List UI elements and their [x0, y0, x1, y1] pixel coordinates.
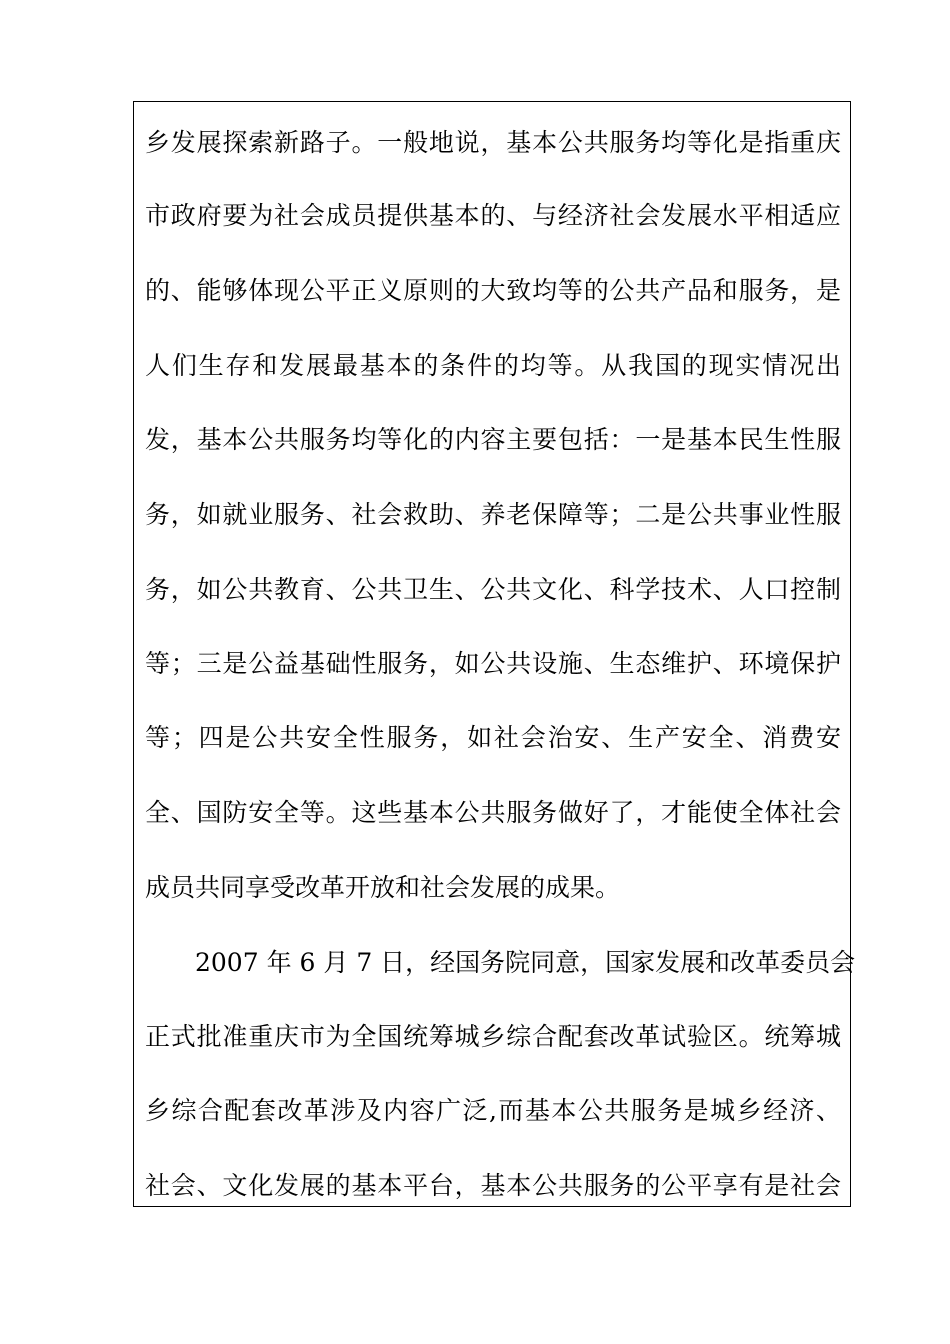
text-line: 正式批准重庆市为全国统筹城乡综合配套改革试验区。统筹城 [145, 1022, 841, 1051]
document-frame [133, 101, 856, 1207]
text-line: 成员共同享受改革开放和社会发展的成果。 [145, 873, 621, 902]
text-line: 务，如就业服务、社会救助、养老保障等；二是公共事业性服 [145, 500, 841, 529]
text-line: 全、国防安全等。这些基本公共服务做好了，才能使全体社会 [145, 798, 841, 827]
text-line: 市政府要为社会成员提供基本的、与经济社会发展水平相适应 [145, 201, 841, 230]
text-line: 2007 年 6 月 7 日，经国务院同意，国家发展和改革委员会 [145, 948, 856, 977]
text-line: 乡发展探索新路子。一般地说，基本公共服务均等化是指重庆 [145, 128, 841, 157]
text-line: 发，基本公共服务均等化的内容主要包括：一是基本民生性服 [145, 425, 841, 454]
text-line: 务，如公共教育、公共卫生、公共文化、科学技术、人口控制 [145, 575, 841, 604]
text-line: 等；四是公共安全性服务，如社会治安、生产安全、消费安 [145, 723, 841, 752]
text-line: 等；三是公益基础性服务，如公共设施、生态维护、环境保护 [145, 649, 841, 678]
text-line: 乡综合配套改革涉及内容广泛,而基本公共服务是城乡经济、 [145, 1096, 841, 1125]
text-line: 社会、文化发展的基本平台，基本公共服务的公平享有是社会 [145, 1171, 841, 1200]
text-line: 人们生存和发展最基本的条件的均等。从我国的现实情况出 [145, 351, 841, 380]
text-line: 的、能够体现公平正义原则的大致均等的公共产品和服务，是 [145, 276, 841, 305]
